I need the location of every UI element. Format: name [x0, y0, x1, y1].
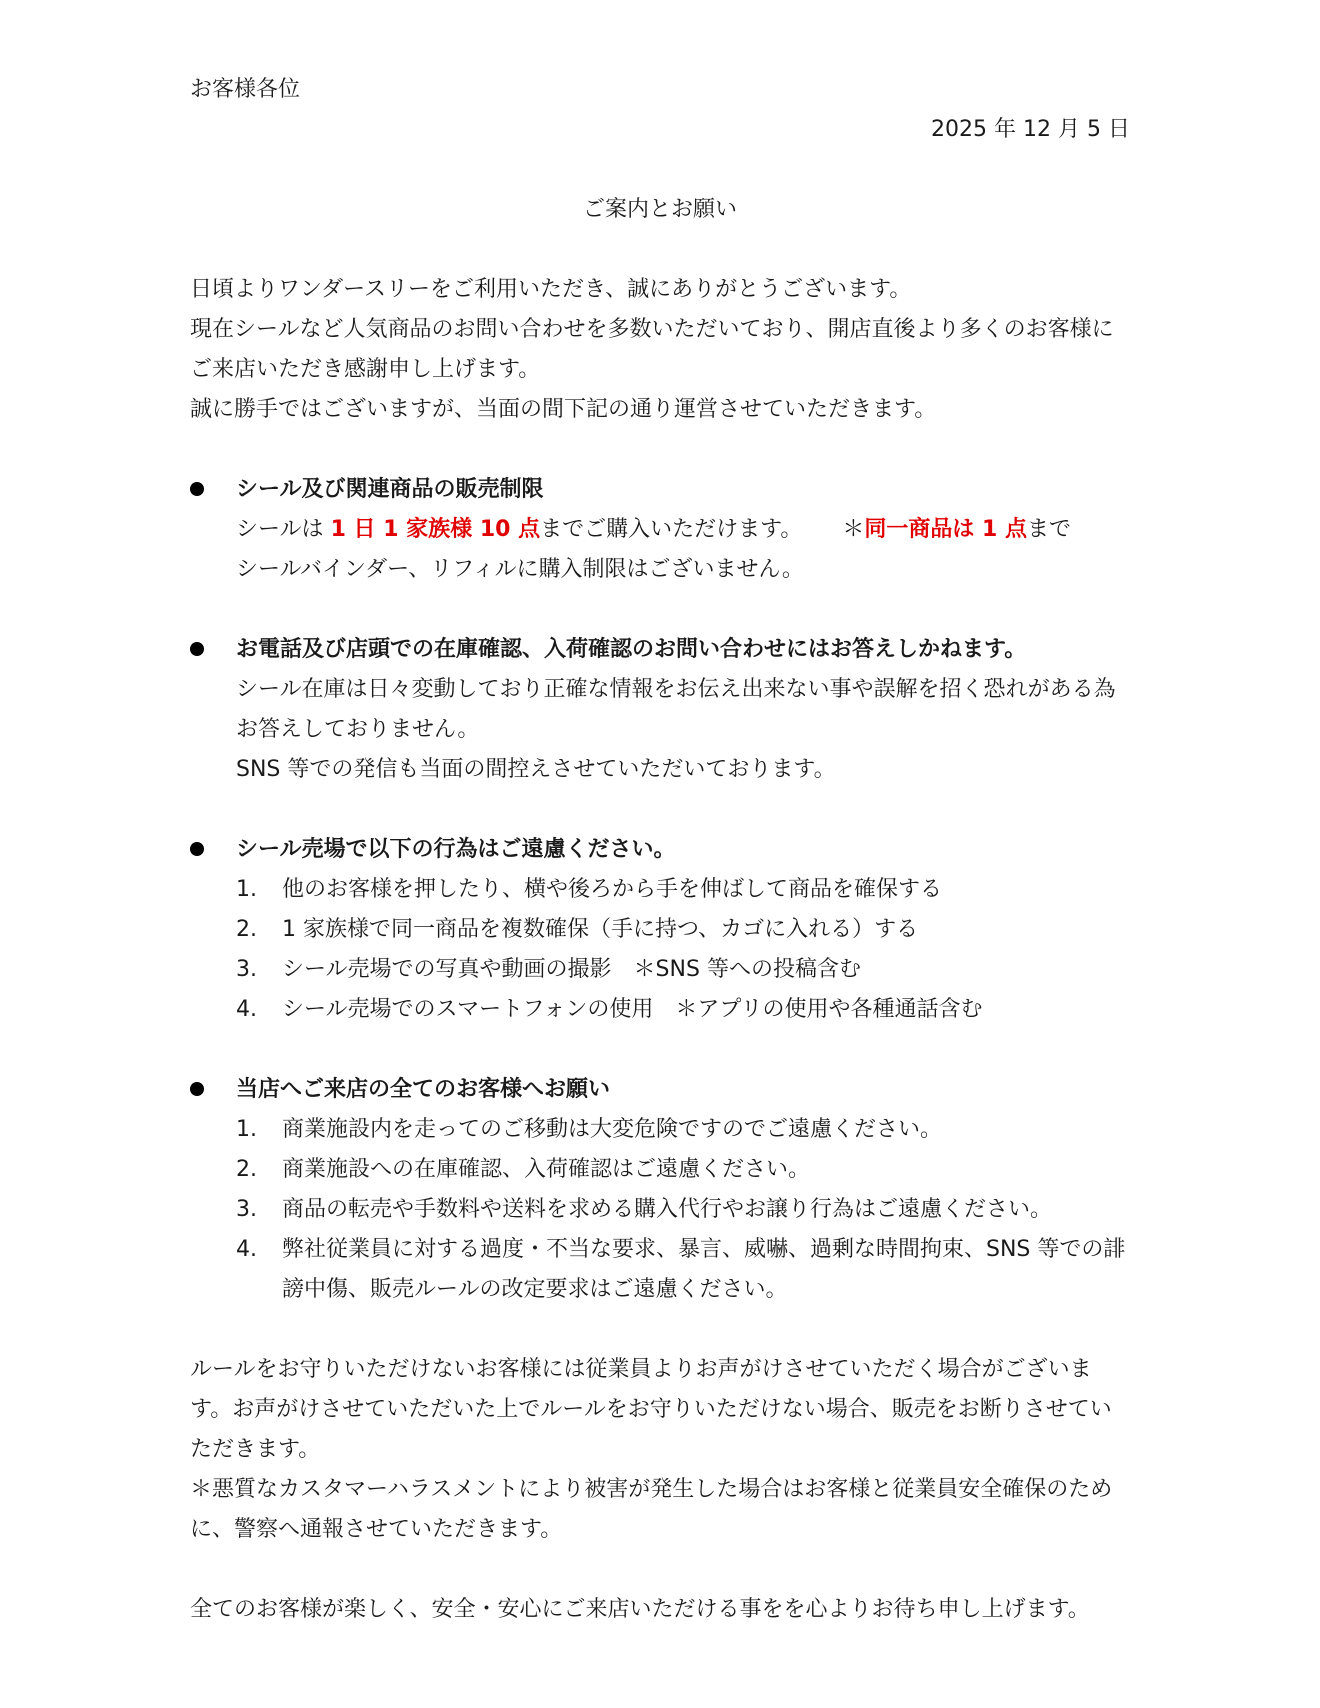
section-body [190, 510, 1130, 590]
prohibited-list [190, 870, 1130, 1030]
section-heading [190, 630, 1130, 670]
list-item [236, 990, 1130, 1030]
section-customer-requests [190, 1070, 1130, 1310]
section-heading [190, 470, 1130, 510]
limit-prefix: シールは [236, 517, 331, 542]
list-text: 商業施設内を走ってのご移動は大変危険ですのでご遠慮ください。 [282, 1117, 943, 1142]
list-text: 商業施設への在庫確認、入荷確認はご遠慮ください。 [282, 1157, 811, 1182]
intro-line-1: 日頃よりワンダースリーをご利用いただき、誠にありがとうございます。 [190, 277, 912, 302]
list-text: 他のお客様を押したり、横や後ろから手を伸ばして商品を確保する [282, 877, 943, 902]
list-text: 弊社従業員に対する過度・不当な要求、暴言、威嚇、過剰な時間拘束、SNS 等での誹謗中傷、販売ルールの改定要求はご遠慮ください。 [282, 1237, 1126, 1302]
limit-highlight-same-item: 同一商品は 1 点 [864, 517, 1027, 542]
list-number: 2. [236, 917, 257, 942]
list-number: 3. [236, 957, 257, 982]
section-prohibited-acts [190, 830, 1130, 1030]
list-item [236, 870, 1130, 910]
list-number: 1. [236, 877, 257, 902]
sns-note: SNS 等での発信も当面の間控えさせていただいております。 [236, 757, 836, 782]
list-item [236, 910, 1130, 950]
list-item [236, 950, 1130, 990]
list-item [236, 1230, 1130, 1310]
section-sales-limit [190, 470, 1130, 590]
list-text: 商品の転売や手数料や送料を求める購入代行やお譲り行為はご遠慮ください。 [282, 1197, 1053, 1222]
limit-highlight-daily: 1 日 1 家族様 10 点 [330, 517, 541, 542]
closing-line-1: ルールをお守りいただけないお客様には従業員よりお声がけさせていただく場合がございます。お声がけさせていただいた上でルールをお守りいただけない場合、販売をお断りさせていただきます。 [190, 1357, 1112, 1462]
list-number: 3. [236, 1197, 257, 1222]
section-heading-text: シール売場で以下の行為はご遠慮ください。 [236, 837, 676, 862]
document-date: 2025 年 12 月 5 日 [931, 117, 1130, 142]
limit-star: ＊ [842, 517, 865, 542]
final-message: 全てのお客様が楽しく、安全・安心にご来店いただける事をを心よりお待ち申し上げます。 [190, 1597, 1090, 1622]
list-text: シール売場での写真や動画の撮影 ＊SNS 等への投稿含む [282, 957, 861, 982]
bullet-icon [190, 1082, 204, 1096]
list-number: 1. [236, 1117, 257, 1142]
intro-block [190, 270, 1130, 430]
limit-suffix: まで [1027, 517, 1072, 542]
list-text: シール売場でのスマートフォンの使用 ＊アプリの使用や各種通話含む [282, 997, 983, 1022]
limit-mid: までご購入いただけます。 [540, 517, 803, 542]
section-heading-text: お電話及び店頭での在庫確認、入荷確認のお問い合わせにはお答えしかねます。 [236, 637, 1027, 662]
list-item [236, 1190, 1130, 1230]
section-stock-inquiry [190, 630, 1130, 790]
closing-line-2: ＊悪質なカスタマーハラスメントにより被害が発生した場合はお客様と従業員安全確保のために、警察へ通報させていただきます。 [190, 1477, 1113, 1542]
closing-block [190, 1350, 1130, 1550]
section-heading [190, 830, 1130, 870]
list-item [236, 1150, 1130, 1190]
bullet-icon [190, 842, 204, 856]
bullet-icon [190, 482, 204, 496]
notice-document [190, 70, 1130, 1630]
section-heading [190, 1070, 1130, 1110]
section-heading-text: 当店へご来店の全てのお客様へお願い [236, 1077, 611, 1102]
binder-note: シールバインダー、リフィルに購入制限はございません。 [236, 557, 804, 582]
list-number: 4. [236, 1237, 257, 1262]
request-list [190, 1110, 1130, 1310]
document-title: ご案内とお願い [582, 197, 737, 222]
section-body [190, 670, 1130, 790]
list-number: 2. [236, 1157, 257, 1182]
section-heading-text: シール及び関連商品の販売制限 [236, 477, 544, 502]
list-item [236, 1110, 1130, 1150]
intro-line-3: 誠に勝手ではございますが、当面の間下記の通り運営させていただきます。 [190, 397, 937, 422]
addressee: お客様各位 [190, 77, 301, 102]
intro-line-2: 現在シールなど人気商品のお問い合わせを多数いただいており、開店直後より多くのお客様にご来店いただき感謝申し上げます。 [190, 317, 1114, 382]
list-number: 4. [236, 997, 257, 1022]
list-text: 1 家族様で同一商品を複数確保（手に持つ、カゴに入れる）する [282, 917, 919, 942]
limit-line [236, 510, 1130, 550]
stock-reason: シール在庫は日々変動しており正確な情報をお伝え出来ない事や誤解を招く恐れがある為お答えしておりません。 [236, 677, 1116, 742]
bullet-icon [190, 642, 204, 656]
